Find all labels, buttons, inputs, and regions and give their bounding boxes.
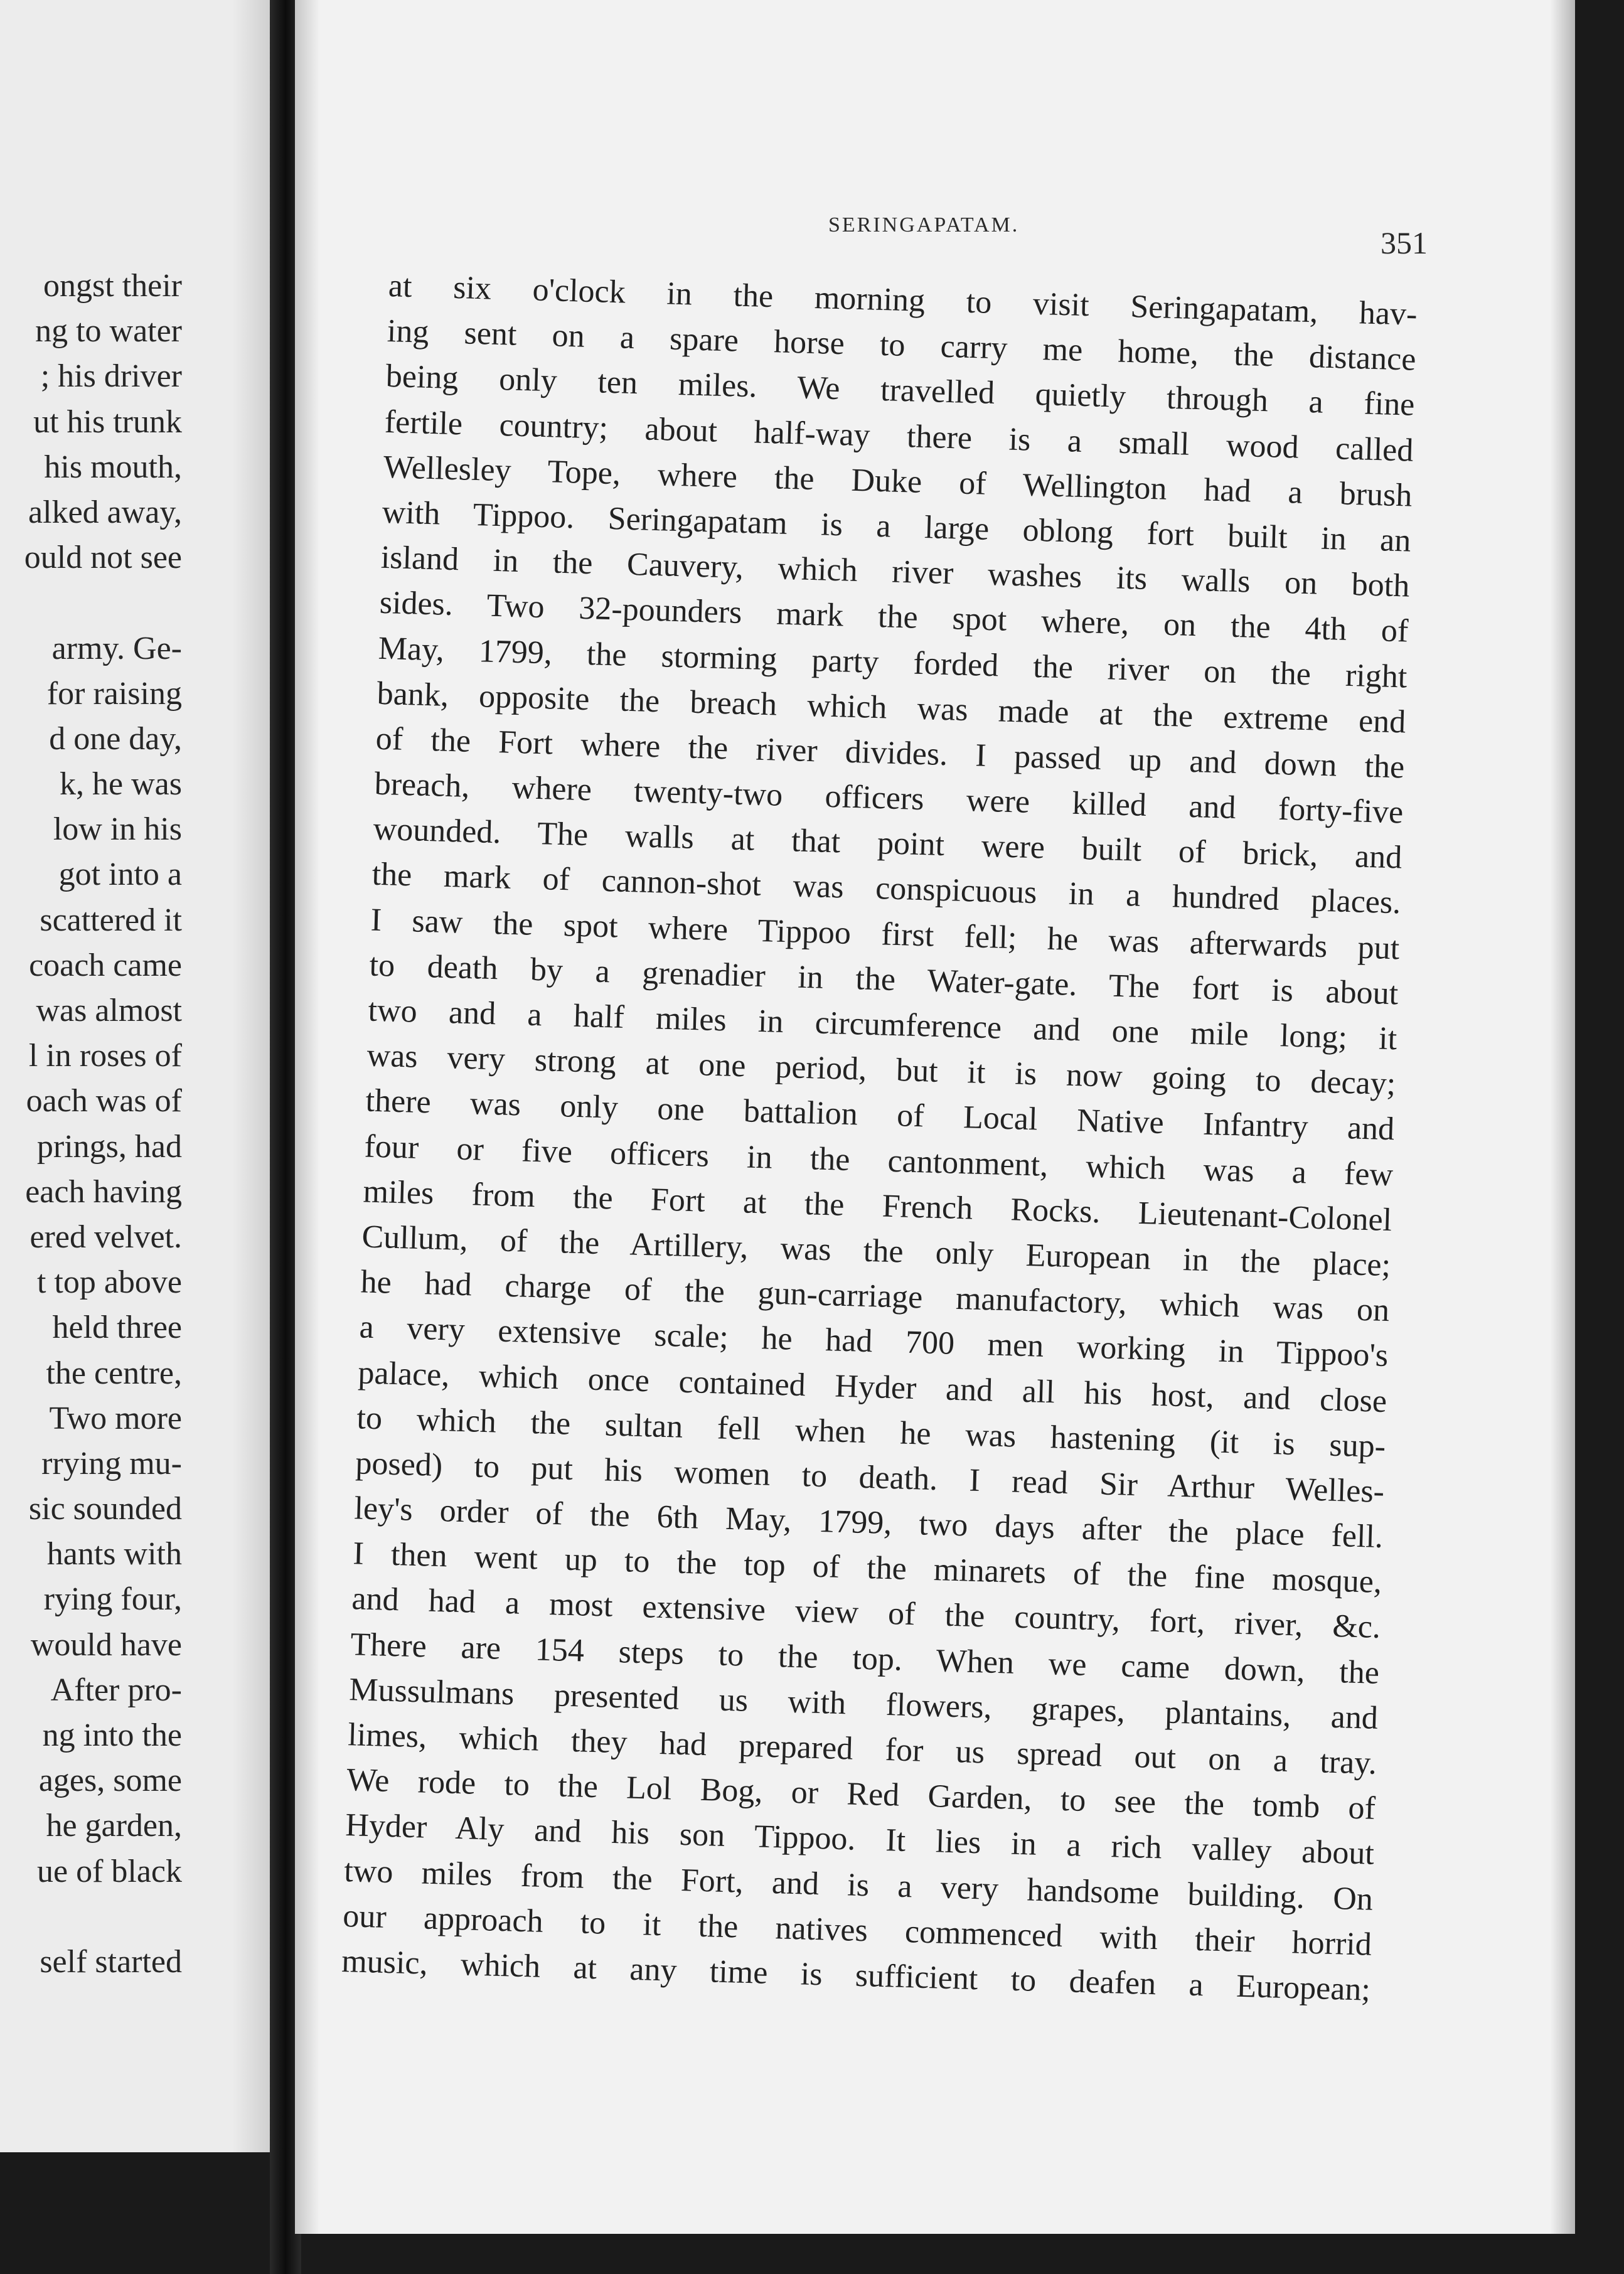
- left-page-line: the centre,: [46, 1355, 182, 1391]
- left-page-line: sic sounded: [28, 1491, 182, 1527]
- body-line: Mussulmans presented us with flowers, grapes, plantains, and: [348, 1671, 1379, 1736]
- left-page-line: prings, had: [36, 1128, 182, 1165]
- body-line: music, which at any time is sufficient to deafen a European;: [341, 1943, 1371, 2008]
- body-line: fertile country; about half-way there is a small wood called: [384, 403, 1414, 469]
- left-page-line: ; his driver: [40, 358, 182, 395]
- left-page-line: ered velvet.: [29, 1219, 182, 1255]
- right-page-edge-shadow: [1550, 0, 1575, 2234]
- body-line: bank, opposite the breach which was made at the extreme end: [377, 675, 1407, 740]
- body-line: I saw the spot where Tippoo first fell; he was afterwards put: [370, 902, 1400, 966]
- body-line: ley's order of the 6th May, 1799, two days after the place fell.: [353, 1490, 1384, 1556]
- left-page-line: [0, 1894, 182, 1940]
- left-page-line: for raising: [46, 675, 182, 712]
- body-line: the mark of cannon-shot was conspicuous in a hundred places.: [371, 857, 1401, 921]
- left-page-line: oach was of: [26, 1083, 182, 1119]
- left-page: [0, 0, 270, 2152]
- left-page-line: t top above: [36, 1264, 182, 1301]
- left-page-line: low in his: [53, 811, 182, 848]
- body-line: two miles from the Fort, and is a very handsome building. On: [343, 1852, 1374, 1918]
- body-line: with Tippoo. Seringapatam is a large oblong fort built in an: [382, 494, 1412, 559]
- left-page-line: l in roses of: [28, 1038, 182, 1074]
- body-line: posed) to put his women to death. I read Sir Arthur Welles-: [355, 1445, 1385, 1510]
- left-page-line: self started: [40, 1943, 182, 1980]
- left-page-line: Two more: [49, 1400, 182, 1436]
- body-line: sides. Two 32-pounders mark the spot where, on the 4th of: [379, 585, 1409, 649]
- body-line: there was only one battalion of Local Native Infantry and: [365, 1082, 1395, 1148]
- body-line: I then went up to the top of the minarets of the fine mosque,: [352, 1535, 1382, 1601]
- left-page-line: ue of black: [36, 1853, 182, 1889]
- left-page-line: got into a: [58, 857, 182, 893]
- left-page-text: [0, 264, 182, 1985]
- body-line: Hyder Aly and his son Tippoo. It lies in a rich valley about: [345, 1807, 1375, 1872]
- left-page-line: coach came: [29, 947, 182, 983]
- body-line: he had charge of the gun-carriage manufactory, which was on: [360, 1264, 1390, 1329]
- body-line: of the Fort where the river divides. I passed up and down the: [375, 720, 1406, 786]
- running-header: SERINGAPATAM.: [828, 213, 1020, 237]
- left-page-line: his mouth,: [44, 449, 182, 485]
- body-line: to death by a grenadier in the Water-gate. The fort is about: [368, 947, 1399, 1012]
- left-page-line: alked away,: [28, 494, 182, 530]
- body-line: two and a half miles in circumference and one mile long; it: [367, 992, 1397, 1057]
- left-page-line: ng to water: [35, 313, 182, 350]
- left-page-line: [0, 580, 182, 626]
- body-line: was very strong at one period, but it is now going to decay;: [366, 1037, 1396, 1102]
- left-page-line: was almost: [36, 993, 182, 1028]
- left-page-line: held three: [52, 1310, 182, 1346]
- body-line: May, 1799, the storming party forded the river on the right: [378, 630, 1408, 695]
- body-line: a very extensive scale; he had 700 men working in Tippoo's: [358, 1309, 1389, 1374]
- right-page: [295, 0, 1575, 2234]
- body-line: to which the sultan fell when he was hastening (it is sup-: [356, 1399, 1386, 1465]
- left-page-line: ongst their: [43, 268, 182, 304]
- left-page-line: ng into the: [42, 1717, 182, 1753]
- left-page-line: k, he was: [60, 766, 182, 803]
- body-line: limes, which they had prepared for us spread out on a tray.: [347, 1717, 1377, 1781]
- left-page-line: scattered it: [40, 902, 182, 938]
- left-page-line: rying four,: [43, 1581, 182, 1618]
- body-text: [341, 264, 1418, 2013]
- body-line: and had a most extensive view of the country, fort, river, &c.: [351, 1581, 1381, 1646]
- body-line: There are 154 steps to the top. When we came down, the: [350, 1626, 1380, 1691]
- left-page-line: hants with: [46, 1536, 182, 1572]
- body-line: We rode to the Lol Bog, or Red Garden, to see the tomb of: [346, 1762, 1376, 1827]
- body-line: Wellesley Tope, where the Duke of Wellington had a brush: [383, 449, 1413, 514]
- left-page-line: would have: [30, 1626, 182, 1663]
- left-page-line: After pro-: [50, 1672, 182, 1708]
- left-page-line: ut his trunk: [33, 403, 182, 440]
- left-page-line: army. Ge-: [51, 630, 182, 666]
- left-page-line: d one day,: [49, 720, 182, 757]
- left-page-shadow: [232, 0, 270, 2152]
- left-page-line: ould not see: [24, 540, 182, 576]
- body-line: our approach to it the natives commenced with their horrid: [342, 1898, 1372, 1963]
- body-line: miles from the Fort at the French Rocks. Lieutenant-Colonel: [362, 1173, 1392, 1238]
- right-page-inner-shadow: [295, 0, 320, 2234]
- left-page-line: each having: [25, 1173, 182, 1210]
- body-line: at six o'clock in the morning to visit Seringapatam, hav-: [388, 267, 1418, 333]
- left-page-line: ages, some: [38, 1763, 182, 1799]
- body-line: four or five officers in the cantonment, which was a few: [363, 1128, 1394, 1193]
- left-page-line: he garden,: [46, 1808, 182, 1844]
- body-line: palace, which once contained Hyder and all his host, and close: [357, 1354, 1387, 1419]
- page-number: 351: [1381, 225, 1428, 260]
- body-line: wounded. The walls at that point were built of brick, and: [373, 811, 1402, 876]
- body-line: island in the Cauvery, which river washes its walls on both: [380, 539, 1411, 604]
- left-page-line: rrying mu-: [41, 1445, 182, 1481]
- body-line: being only ten miles. We travelled quietly through a fine: [385, 358, 1416, 424]
- body-line: ing sent on a spare horse to carry me home, the distance: [387, 313, 1417, 378]
- body-line: breach, where twenty-two officers were killed and forty-five: [374, 766, 1404, 831]
- body-line: Cullum, of the Artillery, was the only European in the place;: [361, 1219, 1391, 1284]
